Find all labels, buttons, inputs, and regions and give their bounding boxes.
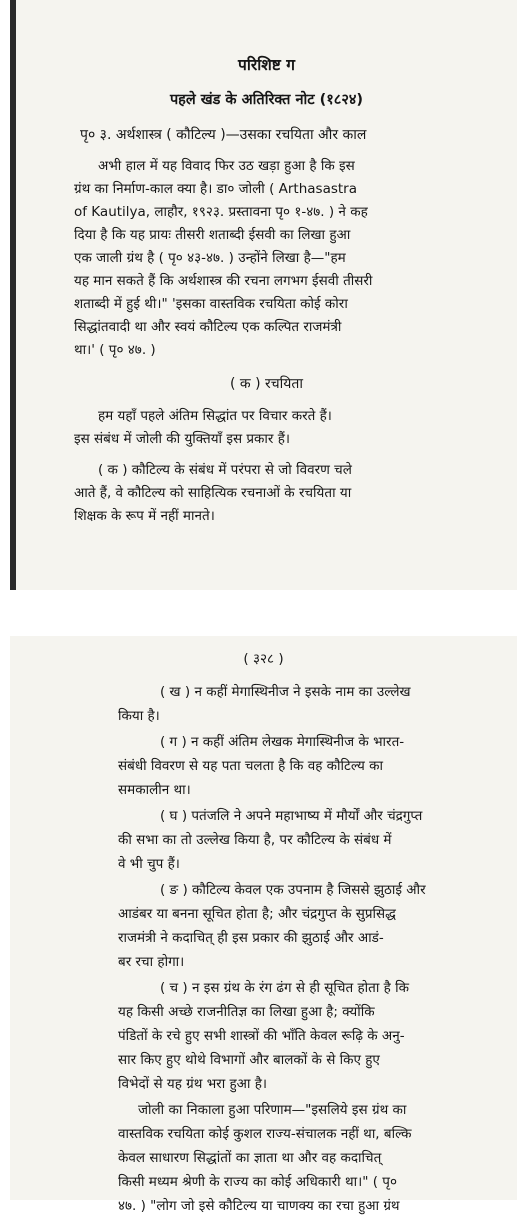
sub-heading: ( क ) रचयिता bbox=[230, 376, 303, 392]
body-line: ( घ ) पतंजलि ने अपने महाभाष्य में मौर्यों और चंद्रगुप्त bbox=[160, 808, 423, 824]
para1-line: अभी हाल में यह विवाद फिर उठ खड़ा हुआ है कि इस bbox=[98, 158, 355, 174]
para1-line: सिद्धांतवादी था और स्वयं कौटिल्य एक कल्पित राजमंत्री bbox=[74, 319, 342, 335]
body-line: किसी मध्यम श्रेणी के राज्य का कोई अधिकारी था।" ( पृ० bbox=[118, 1174, 397, 1190]
para1-line: शताब्दी में हुई थी।" 'इसका वास्तविक रचयिता कोई कोरा bbox=[74, 296, 348, 312]
body-line: ( च ) न इस ग्रंथ के रंग ढंग से ही सूचित होता है कि bbox=[160, 980, 409, 996]
para1-line: यह मान सकते हैं कि अर्थशास्त्र की रचना लगभग ईसवी तीसरी bbox=[74, 273, 373, 289]
body-line: वे भी चुप हैं। bbox=[118, 856, 180, 872]
body-line: बर रचा होगा। bbox=[118, 954, 185, 970]
para3-line: ( क ) कौटिल्य के संबंध में परंपरा से जो विवरण चले bbox=[98, 462, 352, 478]
para3-line: शिक्षक के रूप में नहीं मानते। bbox=[74, 508, 215, 524]
body-line: आडंबर या बनना सूचित होता है; और चंद्रगुप्त के सुप्रसिद्ध bbox=[118, 906, 396, 922]
para1-line: ग्रंथ का निर्माण-काल क्या है। डा० जोली ( Arthasastra bbox=[74, 181, 358, 197]
body-line: केवल साधारण सिद्धांतों का ज्ञाता था और वह कदाचित् bbox=[118, 1150, 382, 1166]
para2-line: हम यहाँ पहले अंतिम सिद्धांत पर विचार करते हैं। bbox=[98, 408, 332, 424]
body-line: वास्तविक रचयिता कोई कुशल राज्य-संचालक नहीं था, बल्कि bbox=[118, 1126, 412, 1142]
para1-line: था।' ( पृ० ४७. ) bbox=[74, 342, 156, 358]
body-line: विभेदों से यह ग्रंथ भरा हुआ है। bbox=[118, 1076, 268, 1092]
para1-line: of Kautilya, लाहौर, १९२३. प्रस्तावना पृ० १-४७. ) ने कह bbox=[74, 204, 368, 220]
body-line: ( ङ ) कौटिल्य केवल एक उपनाम है जिससे झुठाई और bbox=[160, 882, 426, 898]
body-line: समकालीन था। bbox=[118, 782, 191, 798]
note-heading: पहले खंड के अतिरिक्त नोट (१८२४) bbox=[169, 92, 364, 108]
body-line: ( ग ) न कहीं अंतिम लेखक मेगास्थिनीज के भारत- bbox=[160, 734, 405, 750]
body-line: पंडितों के रचे हुए सभी शास्त्रों की भाँति केवल रूढ़ि के अनु- bbox=[118, 1028, 405, 1044]
body-line: की सभा का तो उल्लेख किया है, पर कौटिल्य के संबंध में bbox=[118, 832, 392, 848]
page-bottom bbox=[10, 636, 517, 1214]
body-line: जोली का निकाला हुआ परिणाम—"इसलिये इस ग्रंथ का bbox=[138, 1102, 407, 1118]
body-line: राजमंत्री ने कदाचित् ही इस प्रकार की झुठाई और आडं- bbox=[118, 930, 384, 946]
body-line: सार किए हुए थोथे विभागों और बालकों के से किए हुए bbox=[118, 1052, 380, 1068]
para1-line: एक जाली ग्रंथ है ( पृ० ४३-४७. ) उन्होंने लिखा है—"हम bbox=[74, 250, 346, 266]
para3-line: आते हैं, वे कौटिल्य को साहित्यिक रचनाओं के रचयिता या bbox=[74, 485, 352, 501]
para2-line: इस संबंध में जोली की युक्तियाँ इस प्रकार हैं। bbox=[74, 431, 291, 447]
body-line: ४७. ) "लोग जो इसे कौटिल्य या चाणक्य का रचा हुआ ग्रंथ bbox=[118, 1198, 400, 1214]
page-number: ( ३२८ ) bbox=[243, 651, 284, 667]
appendix-title: परिशिष्ट ग bbox=[238, 56, 295, 74]
section-heading: पृ० ३. अर्थशास्त्र ( कौटिल्य )—उसका रचयिता और काल bbox=[80, 127, 367, 143]
body-line: संबंधी विवरण से यह पता चलता है कि वह कौटिल्य का bbox=[118, 758, 383, 774]
body-line: यह किसी अच्छे राजनीतिज्ञ का लिखा हुआ है; क्योंकि bbox=[118, 1004, 375, 1020]
page-gap bbox=[0, 590, 527, 636]
para1-line: दिया है कि यह प्रायः तीसरी शताब्दी ईसवी का लिखा हुआ bbox=[74, 227, 351, 243]
page-top bbox=[10, 0, 517, 590]
body-line: किया है। bbox=[118, 708, 160, 724]
body-line: ( ख ) न कहीं मेगास्थिनीज ने इसके नाम का उल्लेख bbox=[160, 684, 411, 700]
